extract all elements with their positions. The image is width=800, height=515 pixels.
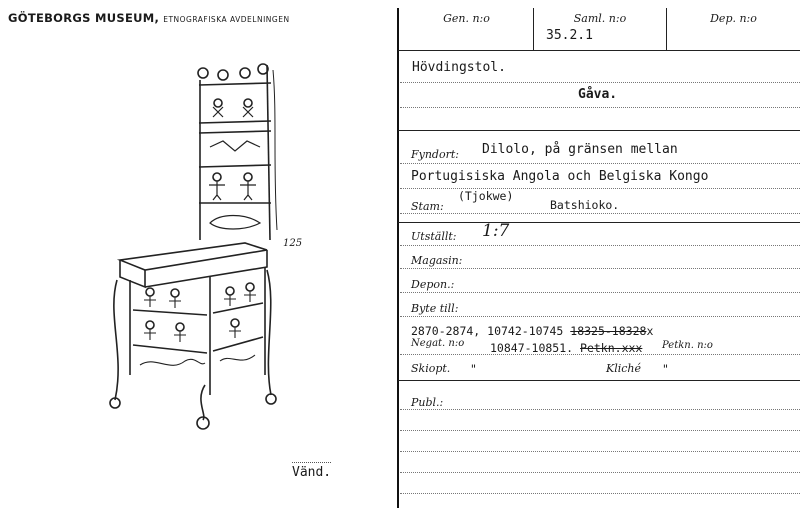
publ-label: Publ.: bbox=[411, 396, 444, 409]
acquisition-type: Gåva. bbox=[578, 87, 618, 102]
fyndort-line1: Dilolo, på gränsen mellan bbox=[482, 142, 678, 157]
negative-numbers: 10847-10851. bbox=[490, 341, 574, 355]
ruled-line bbox=[400, 451, 800, 452]
object-name: Hövdingstol. bbox=[412, 60, 506, 75]
saml-no-value: 35.2.1 bbox=[546, 28, 593, 43]
ruled-line bbox=[400, 430, 800, 431]
skiopt-value: " bbox=[470, 362, 477, 376]
skiopt-label: Skiopt. bbox=[411, 362, 451, 375]
ruled-line bbox=[400, 82, 800, 83]
byte-label: Byte till: bbox=[411, 302, 459, 315]
magasin-label: Magasin: bbox=[411, 254, 463, 267]
ruled-line bbox=[400, 409, 800, 410]
section-rule bbox=[398, 380, 800, 381]
fyndort-label: Fyndort: bbox=[411, 148, 459, 161]
ruled-line bbox=[400, 107, 800, 108]
stam-value: Batshioko. bbox=[550, 198, 620, 212]
kliche-value: " bbox=[662, 362, 669, 376]
ruled-line bbox=[400, 163, 800, 164]
depon-label: Depon.: bbox=[411, 278, 455, 291]
fyndort-line2: Portugisiska Angola och Belgiska Kongo bbox=[411, 169, 709, 184]
stam-aside: (Tjokwe) bbox=[458, 189, 514, 203]
gen-no-label: Gen. n:o bbox=[443, 12, 490, 25]
dep-no-label: Dep. n:o bbox=[710, 12, 757, 25]
header-rule bbox=[398, 50, 800, 51]
struck-mark: x bbox=[646, 324, 654, 338]
ruled-line bbox=[400, 493, 800, 494]
saml-no-label: Saml. n:o bbox=[573, 12, 627, 25]
utstallt-value: 1:7 bbox=[482, 221, 510, 241]
department-name: ETNOGRAFISKA AVDELNINGEN bbox=[163, 15, 290, 24]
registry-numbers-line2 bbox=[490, 341, 642, 355]
museum-name: GÖTEBORGS MUSEUM, bbox=[8, 11, 160, 25]
stam-label: Stam: bbox=[411, 200, 444, 213]
ruled-line bbox=[400, 245, 800, 246]
utstallt-label: Utställt: bbox=[411, 230, 457, 243]
height-annotation: 125 bbox=[283, 238, 303, 249]
kliche-label: Kliché bbox=[606, 362, 642, 375]
ruled-line bbox=[400, 268, 800, 269]
struck-petkn: Petkn.xxx bbox=[580, 341, 643, 355]
ruled-line bbox=[400, 472, 800, 473]
negat-label: Negat. n:o bbox=[411, 338, 465, 349]
registry-numbers: 2870-2874, 10742-10745 bbox=[411, 324, 564, 338]
ruled-line bbox=[400, 292, 800, 293]
card-left-border bbox=[397, 8, 399, 508]
struck-numbers: 18325-18328 bbox=[570, 324, 647, 338]
section-rule bbox=[398, 130, 800, 131]
chair-sketch bbox=[95, 55, 355, 435]
turn-over-note: Vänd. bbox=[292, 462, 331, 480]
museum-masthead bbox=[8, 7, 290, 26]
ruled-line bbox=[400, 213, 800, 214]
section-rule bbox=[398, 222, 800, 223]
ruled-line bbox=[400, 316, 800, 317]
registry-numbers-line1 bbox=[411, 324, 653, 338]
ruled-line bbox=[400, 354, 800, 355]
petkn-label: Petkn. n:o bbox=[662, 340, 713, 351]
